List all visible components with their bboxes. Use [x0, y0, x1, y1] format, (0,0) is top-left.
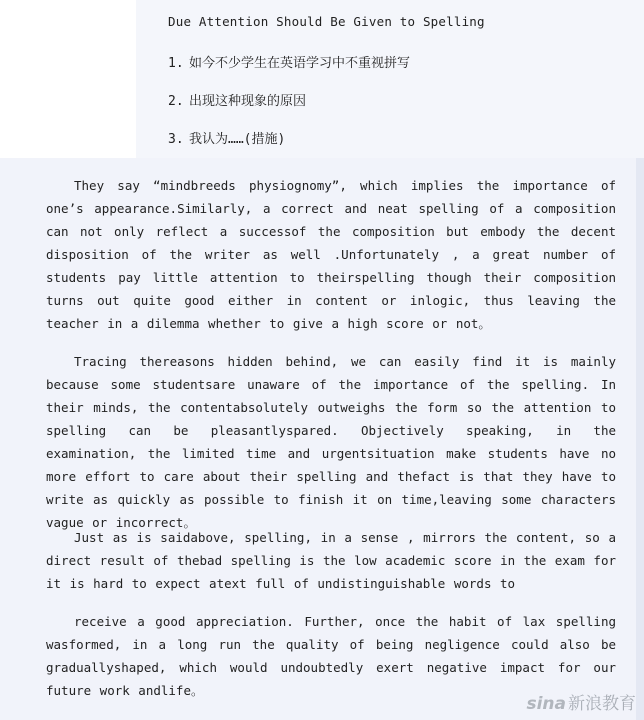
paragraph-3: [46, 526, 616, 595]
watermark-text: 新浪教育: [568, 694, 636, 714]
outline-text: 我认为……(措施): [189, 132, 286, 147]
outline-text: 出现这种现象的原因: [189, 94, 307, 109]
paragraph-text: Tracing thereasons hidden behind, we can easily find it is mainly because some studentsare unaware of the importance of the spelling. In their minds, the contentabsolutely outweighs the form so the attention to spelling can be pleasantlyspared. Objectively speaking, in the examination, the limited time and urgentsituation make students have no more effort to care about their spelling and thefact is that they have to write as quickly as possible to finish it on time,leaving some characters vague or incorrect。: [46, 354, 616, 530]
paragraph-text: receive a good appreciation. Further, once the habit of lax spelling wasformed, in a long run the quality of being negligence could also be graduallyshaped, which would undoubtedly exert negative impact for our future work andlife。: [46, 614, 616, 698]
paragraph-1: [46, 174, 616, 335]
outline-number: 2.: [168, 94, 184, 109]
outline-item-2: [168, 90, 306, 109]
paragraph-2: [46, 350, 616, 534]
paragraph-text: Just as is saidabove, spelling, in a sense , mirrors the content, so a direct result of thebad spelling is the low academic score in the exam for it is hard to expect atext full of undistinguishable words to: [46, 530, 616, 591]
essay-title: Due Attention Should Be Given to Spelling: [168, 14, 485, 29]
outline-number: 3.: [168, 132, 184, 147]
outline-text: 如今不少学生在英语学习中不重视拼写: [189, 56, 411, 71]
outline-number: 1.: [168, 56, 184, 71]
sina-logo: sina: [526, 694, 566, 714]
paragraph-text: They say “mindbreeds physiognomy”, which implies the importance of one’s appearance.Similarly, a correct and neat spelling of a composition can not only reflect a successof the composition but embody the decent disposition of the writer as well .Unfortunately , a great number of students pay little attention to theirspelling though their composition turns out quite good either in content or inlogic, thus leaving the teacher in a dilemma whether to give a high score or not。: [46, 178, 616, 331]
outline-item-3: [168, 128, 285, 147]
outline-item-1: [168, 52, 410, 71]
sina-edu-watermark: [526, 689, 636, 714]
